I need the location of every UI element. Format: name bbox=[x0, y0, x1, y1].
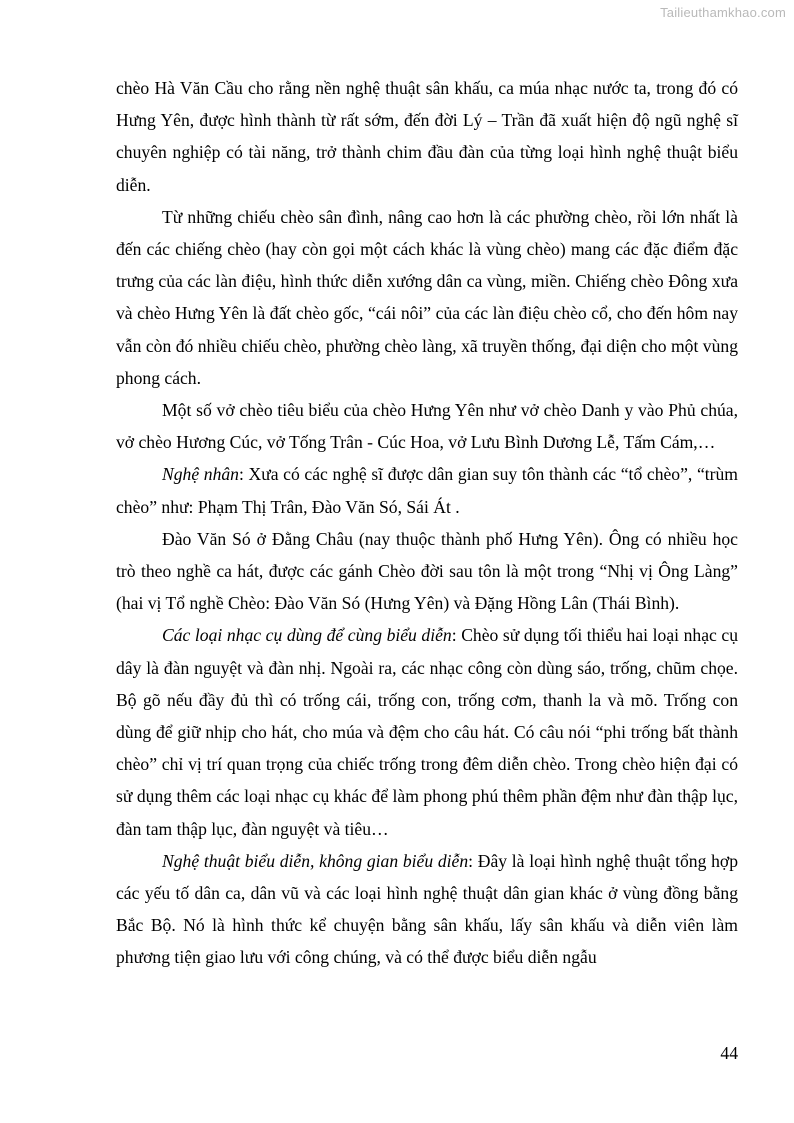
paragraph-instruments bbox=[116, 619, 738, 844]
paragraph-body-performance: : Đây là loại hình nghệ thuật tổng hợp các yếu tố dân ca, dân vũ và các loại hình nghệ thuật dân gian khác ở vùng đồng bằng Bắc Bộ. Nó là hình thức kể chuyện bằng sân khấu, lấy sân khấu và diễn viên làm phương tiện giao lưu với công chúng, và có thể được biểu diễn ngẫu bbox=[116, 850, 738, 968]
paragraph-typical-plays: Một số vở chèo tiêu biểu của chèo Hưng Yên như vở chèo Danh y vào Phủ chúa, vở chèo Hương Cúc, vở Tống Trân - Cúc Hoa, vở Lưu Bình Dương Lễ, Tấm Cám,… bbox=[116, 400, 738, 453]
watermark: Tailieuthamkhao.com bbox=[660, 5, 786, 20]
paragraph-lead-performance: Nghệ thuật biểu diễn, không gian biểu diễn bbox=[162, 850, 469, 871]
paragraph-continuation: chèo Hà Văn Cầu cho rằng nền nghệ thuật sân khấu, ca múa nhạc nước ta, trong đó có Hưng Yên, được hình thành từ rất sớm, đến đời Lý – Trần đã xuất hiện độ ngũ nghệ sĩ chuyên nghiệp có tài năng, trở thành chim đầu đàn của từng loại hình nghệ thuật biểu diễn. bbox=[116, 78, 738, 195]
document-body bbox=[116, 72, 738, 974]
paragraph-dao-van-so: Đào Văn Só ở Đằng Châu (nay thuộc thành phố Hưng Yên). Ông có nhiều học trò theo nghề ca hát, được các gánh Chèo đời sau tôn là một trong “Nhị vị Ông Làng” (hai vị Tổ nghề Chèo: Đào Văn Só (Hưng Yên) và Đặng Hồng Lân (Thái Bình). bbox=[116, 528, 738, 614]
page-number: 44 bbox=[720, 1043, 738, 1063]
paragraph-lead-instruments: Các loại nhạc cụ dùng để cùng biểu diễn bbox=[162, 625, 452, 646]
paragraph-chieng-cheo: Từ những chiếu chèo sân đình, nâng cao hơn là các phường chèo, rồi lớn nhất là đến các chiếng chèo (hay còn gọi một cách khác là vùng chèo) mang các đặc điểm đặc trưng của các làn điệu, hình thức diễn xướng dân ca vùng, miền. Chiếng chèo Đông xưa và chèo Hưng Yên là đất chèo gốc, “cái nôi” của các làn điệu chèo cổ, cho đến hôm nay vẫn còn đó nhiều chiếu chèo, phường chèo làng, xã truyền thống, đại diện cho một vùng phong cách. bbox=[116, 206, 738, 388]
paragraph-lead-artisans: Nghệ nhân bbox=[162, 464, 239, 485]
paragraph-body-instruments: : Chèo sử dụng tối thiểu hai loại nhạc cụ dây là đàn nguyệt và đàn nhị. Ngoài ra, các nhạc công còn dùng sáo, trống, chũm chọe. Bộ gõ nếu đầy đủ thì có trống cái, trống con, trống cơm, thanh la và mõ. Trống con dùng để giữ nhịp cho hát, cho múa và đệm cho câu hát. Có câu nói “phi trống bất thành chèo” chỉ vị trí quan trọng của chiếc trống trong đêm diễn chèo. Trong chèo hiện đại có sử dụng thêm các loại nhạc cụ khác để làm phong phú thêm phần đệm như đàn thập lục, đàn tam thập lục, đàn nguyệt và tiêu… bbox=[116, 625, 738, 839]
paragraph-performance bbox=[116, 845, 738, 974]
paragraph-artisans bbox=[116, 458, 738, 522]
paragraph-body-artisans: : Xưa có các nghệ sĩ được dân gian suy tôn thành các “tổ chèo”, “trùm chèo” như: Phạm Thị Trân, Đào Văn Só, Sái Át . bbox=[116, 464, 738, 517]
